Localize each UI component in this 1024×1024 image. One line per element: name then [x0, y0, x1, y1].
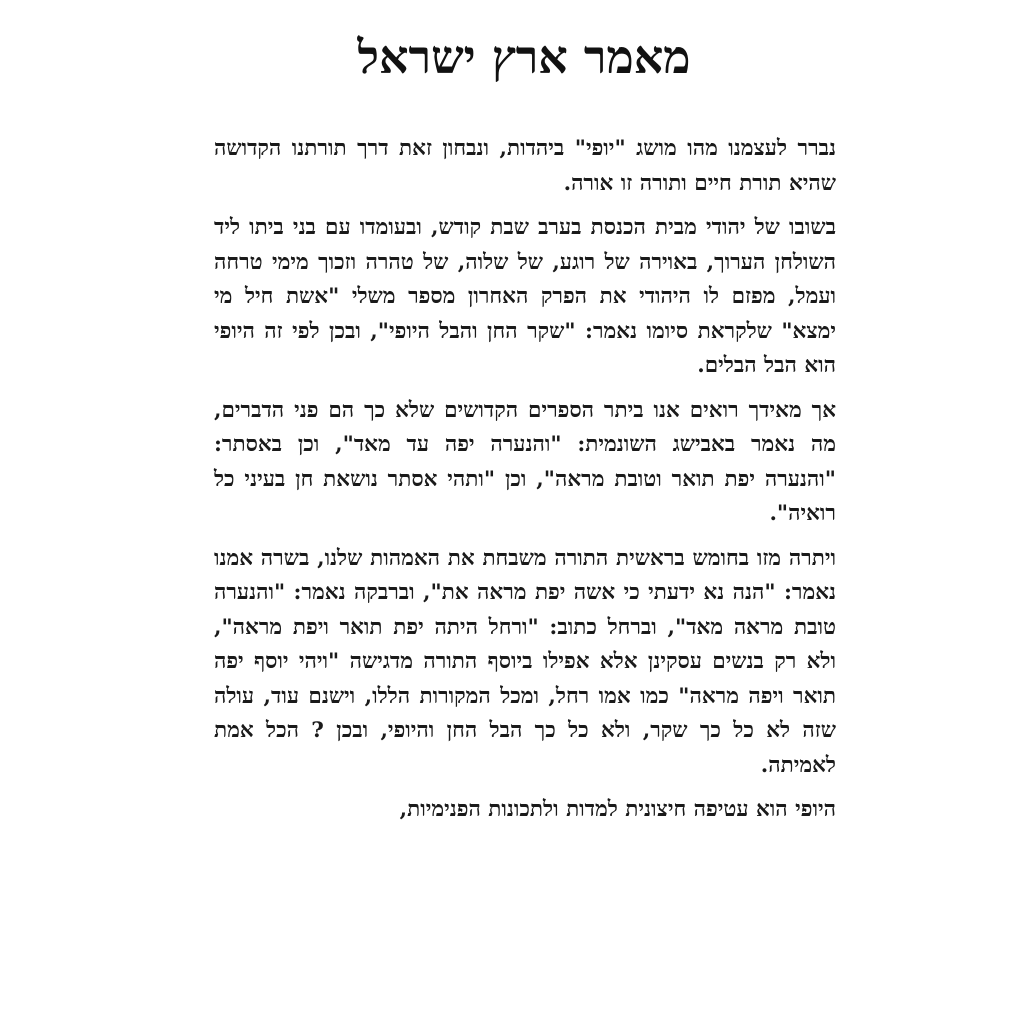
paragraph-1: נברר לעצמנו מהו מושג "יופי" ביהדות, ונבחון זאת דרך תורתנו הקדושה שהיא תורת חיים ותורה זו אורה.	[214, 136, 836, 196]
paragraph-5: היופי הוא עטיפה חיצונית למדות ולתכונות הפנימיות,	[399, 797, 836, 822]
paragraph-spacer	[214, 532, 836, 542]
paragraph-4: ויתרה מזו בחומש בראשית התורה משבחת את האמהות שלנו, בשרה אמנו נאמר: "הנה נא ידעתי כי אשה יפת מראה את", וברבקה נאמר: "והנערה טובת מראה מאד", וברחל כתוב: "ורחל היתה יפת תואר ויפת מראה", ולא רק בנשים עסקינן אלא אפילו ביוסף התורה מדגישה "ויהי יוסף יפה תואר ויפה מראה" כמו אמו רחל, ומכל המקורות הללו, וישנם עוד, עולה שזה לא כל כך שקר, ולא כל כך הבל החן והיופי, ובכן ? הכל אמת לאמיתה.	[214, 545, 836, 778]
paragraph-spacer	[214, 384, 836, 394]
paragraph-spacer	[214, 783, 836, 793]
paragraph-2: בשובו של יהודי מבית הכנסת בערב שבת קודש, ובעומדו עם בני ביתו ליד השולחן הערוך, באוירה של רוגע, של שלוה, של טהרה וזכוך מימי טרחה ועמל, מפזם לו היהודי את הפרק האחרון מספר משלי "אשת חיל מי ימצא" שלקראת סיומו נאמר: "שקר החן והבל היופי", ובכן לפי זה היופי הוא הבל הבלים.	[214, 215, 836, 378]
article-body	[214, 132, 836, 828]
paragraph-3: אך מאידך רואים אנו ביתר הספרים הקדושים שלא כך הם פני הדברים, מה נאמר באבישג השונמית: "והנערה יפה עד מאד", וכן באסתר: "והנערה יפת תואר וטובת מראה", וכן "ותהי אסתר נושאת חן בעיני כל רואיה".	[214, 397, 836, 526]
article-title: מאמר ארץ ישראל	[357, 30, 691, 84]
paragraph-spacer	[214, 201, 836, 211]
